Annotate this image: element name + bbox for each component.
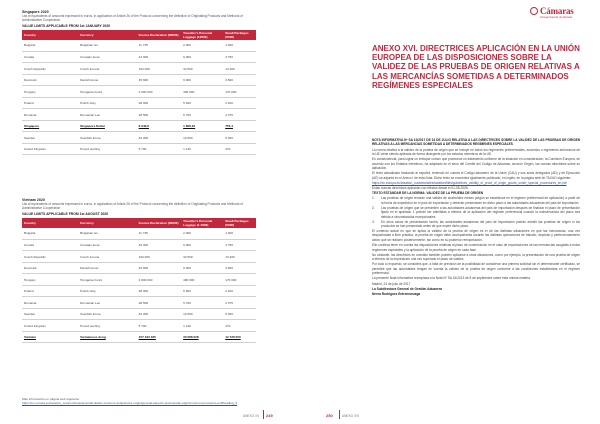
table-cell: 162 000 (137, 251, 181, 263)
table-cell: 754,4 (223, 120, 256, 132)
table-cell: 1 000 (223, 40, 256, 52)
table-cell: United Kingdom (22, 320, 78, 332)
table-cell: 45 000 (137, 239, 181, 251)
table-row (22, 120, 256, 132)
section-description: List of equivalents of amounts expressed in euros, in application of Article 26 of the Protocol concerning the definition of Originating Products and Methods of Administrative Cooperation (22, 202, 243, 211)
table-cell: Hungarian forint (78, 86, 137, 98)
table-cell: 9 000 (181, 51, 223, 63)
standard-text-title: TEXTO ESTÁNDAR DE LA NORMA: VALIDEZ DE LA PRUEBA DE ORIGEN (372, 191, 484, 196)
list-item (372, 206, 580, 219)
table-cell: Czech koruna (78, 63, 137, 75)
table-cell: 2 400 (223, 97, 256, 109)
table-cell: 5 300 (223, 132, 256, 144)
column-header: Country (22, 30, 78, 40)
table-row (22, 86, 256, 98)
table-row (22, 239, 256, 251)
table-header-row (22, 30, 256, 40)
table-cell: 1 000 (223, 228, 256, 240)
table-cell: Croatian kuna (78, 239, 137, 251)
table-cell: 1 808,16 (181, 120, 223, 132)
table-cell: Pound sterling (78, 320, 137, 332)
table-cell: Romania (22, 109, 78, 121)
vietnam-value-table (22, 218, 256, 344)
signature-name: Nerea Rodríguez Entremonzaga (372, 291, 421, 296)
column-header: Small Packages (500€) (223, 218, 256, 228)
item-number: 2. (372, 205, 375, 210)
item-text: Las pruebas de origen que se presenten a las autoridades aduaneras del país de importación después de finalizar el plazo de presentación fijado en el apartado 1 podrán ser admitidas a efectos de la aplicación del régimen preferencial cuando la inobservancia del plazo sea debida a circunstancias excepcionales. (381, 205, 580, 219)
table-row (22, 40, 256, 52)
table-row (22, 285, 256, 297)
table-cell: Swedish krona (78, 308, 137, 320)
table-cell: 45 600 (137, 74, 181, 86)
table-cell: 470 (223, 143, 256, 155)
table-cell: 30 588 628 (181, 331, 223, 343)
taxud-link[interactable]: https://ec.europa.eu/taxation_customs/sites/taxation/files/guidelines_validity_of_proof_of_origin_goods_under_special_procedures_en.pdf (372, 180, 567, 185)
table-cell: 11 735 (137, 40, 181, 52)
table-cell: 170 000 (223, 274, 256, 286)
table-cell: Bulgaria (22, 40, 78, 52)
table-cell: 1 140 (181, 320, 223, 332)
column-header: Country (22, 218, 78, 228)
table-cell: Hungarian forint (78, 274, 137, 286)
paragraph: El contexto actual en que se aplica la validez de la prueba de origen es el de las distintas situaciones en que las mercancías, una vez despachadas a libre práctica, la prueba de origen debe acompañarlas durante las distintas operaciones de tránsito, depósito y perfeccionamiento activo que se realicen posteriormente, así como en su posterior reexportación. (372, 229, 580, 242)
table-header-row (22, 218, 256, 228)
table-cell: 5 700 (181, 297, 223, 309)
table-row (22, 228, 256, 240)
table-row (22, 143, 256, 155)
paragraph: La presente Nota Informativa reemplaza a la Nota Nº SA 16/2013 de 8 de septiembre sobre esta misma materia. (372, 276, 531, 281)
table-cell: Poland (22, 97, 78, 109)
intro-heading: NOTA INFORMATIVA Nº SA 10/2017 DE 24 DE JULIO RELATIVA A LAS DIRECTRICES SOBRE LA VALIDEZ DE LAS PRUEBAS DE ORIGEN RELATIVAS A LAS MERCANCÍAS SOMETIDAS A DETERMINADOS REGÍMENES ESPECIALES (372, 138, 580, 147)
table-cell: 64 000 (137, 308, 181, 320)
table-cell: 12 728 000 (223, 331, 256, 343)
table-cell: Czech Republic (22, 63, 78, 75)
table-cell: Pound sterling (78, 143, 137, 155)
table-cell: Romanian Leu (78, 109, 137, 121)
table-cell: 28 000 (137, 97, 181, 109)
annex-title: ANEXO XVI. DIRECTRICES APLICACIÓN EN LA UNIÓN EUROPEA DE LAS DISPOSICIONES SOBRE LA VALIDEZ DE LAS PRUEBAS DE ORIGEN RELATIVAS A LAS MERCANCÍAS SOMETIDAS A DETERMINADOS REGÍMENES ESPECIALES (372, 44, 580, 90)
footnote-link[interactable]: https://ec.europa.eu/taxation_customs/business/calculation-customs-duties/rules-origin/general-aspects-preferential-origin/common-provisions-en#heading_9 (22, 401, 238, 406)
table-cell: Singapore (22, 120, 78, 132)
footnote-label: Más información en página web siguiente: (22, 397, 80, 401)
table-cell: 2 000 (181, 228, 223, 240)
item-number: 1. (372, 196, 375, 201)
table-cell: Hungary (22, 86, 78, 98)
table-cell: 3 800 (223, 74, 256, 86)
paragraph: La norma relativa a la validez de la prueba de origen que se incluye en todos los regímenes preferenciales, acuerdos o regímenes autónomos de la UE viene siendo aplicada de forma divergente por los estados miembros de la UE. (372, 147, 580, 157)
table-cell: Sweden (22, 308, 78, 320)
column-header: Invoice Declaration (6000€) (137, 30, 181, 40)
vietnam-section (22, 198, 256, 343)
paragraph: Por todo lo expuesto, se considera que, a falta de previsión de la posibilidad de considerar una primera solicitud sin el determinante certificado, se permitirá que las autoridades tengan en cuenta la validez de la prueba de origen conforme a las condiciones establecidas en el régimen preferencial. (372, 262, 580, 276)
table-cell: 3 750 (223, 239, 256, 251)
right-page-number: 250 (326, 413, 333, 418)
table-row (22, 308, 256, 320)
table-cell: United Kingdom (22, 143, 78, 155)
table-cell: 32 500 (181, 63, 223, 75)
table-cell: 28 500 (137, 297, 181, 309)
table-cell: Danish krone (78, 262, 137, 274)
table-cell: 2 000 000 (137, 86, 181, 98)
table-cell: 2 000 000 (137, 274, 181, 286)
table-cell: 32 500 (181, 251, 223, 263)
table-row (22, 109, 256, 121)
logo-mark-icon (530, 7, 538, 15)
table-row (22, 320, 256, 332)
paragraph: Ello conlleva tener en cuenta las disposiciones relativas al plazo de conservación en el caso de exportaciones de las mercancías acogidas a estos regímenes especiales y la aplicación de la prueba de origen en cada fase. (372, 243, 580, 252)
left-footer-divider (263, 410, 264, 419)
item-text: En otros casos de presentación tardía, las autoridades aduaneras del país de importación podrán admitir las pruebas de origen si los productos se han presentado antes de que expire dicho plazo. (381, 219, 580, 229)
left-footer-label: ANEXO XV (243, 414, 260, 418)
table-cell: Denmark (22, 262, 78, 274)
table-cell: 9 000 (181, 262, 223, 274)
table-cell: 13 400 (223, 63, 256, 75)
column-header: Invoice Declaration (6000€) (137, 218, 181, 228)
table-row (22, 331, 256, 343)
table-cell: 162 000 (137, 63, 181, 75)
table-cell: 64 000 (137, 132, 181, 144)
table-cell: Polish zloty (78, 97, 137, 109)
paragraph: Estas nuevas directrices aplicarán con efectos desde el 01-08-2006. (372, 186, 469, 191)
table-cell: 28 500 (137, 109, 181, 121)
table-cell: 3 800 (223, 262, 256, 274)
table-cell: 9 000 (181, 239, 223, 251)
table-row (22, 97, 256, 109)
table-cell: Poland (22, 285, 78, 297)
table-cell: Romania (22, 297, 78, 309)
table-cell: Bulgaria (22, 228, 78, 240)
right-footer-label: ANEXO XVI (342, 414, 360, 418)
logo-text: Cámaras (540, 6, 574, 16)
left-page-number: 249 (266, 413, 273, 418)
table-cell: 2 000 (181, 40, 223, 52)
camaras-logo (530, 6, 578, 20)
table-cell: 157 193 185 (137, 331, 181, 343)
table-cell: Vietnamese dong (78, 331, 137, 343)
table-cell: Romanian Leu (78, 297, 137, 309)
annex-body (372, 138, 580, 297)
table-cell: 11 735 (137, 228, 181, 240)
table-cell: 8 949,8 (137, 120, 181, 132)
signature-title: La Subdirectora General de Gestión Aduanera (372, 286, 442, 291)
right-footer-divider (339, 410, 340, 419)
paragraph: No obstante, las directrices en cuestión también pueden aplicarse a otras situaciones, como por ejemplo, la presentación de una prueba de origen a efectos de la importación una vez superado el plazo de validez. (372, 252, 580, 262)
table-cell: 470 (223, 320, 256, 332)
table-cell: 2 400 (223, 285, 256, 297)
table-cell: 1 140 (181, 143, 223, 155)
table-cell: Croatia (22, 239, 78, 251)
item-number: 3. (372, 219, 375, 224)
table-cell: 5 700 (137, 320, 181, 332)
table-row (22, 274, 256, 286)
item-text: Las pruebas de origen tendrán una validez de cuatro/diez meses (según se establezca en el régimen preferencial de aplicación) a partir de la fecha de expedición en el país de exportación y deberán presentarse en dicho plazo a las autoridades aduaneras del país de importación. (381, 196, 580, 205)
table-cell: 5 400 (181, 97, 223, 109)
table-row (22, 51, 256, 63)
column-header: Currency (78, 30, 137, 40)
table-cell: 44 000 (137, 51, 181, 63)
table-cell: 170 000 (223, 86, 256, 98)
table-cell: Sweden (22, 132, 78, 144)
list-item (372, 220, 580, 229)
table-cell: 5 700 (137, 143, 181, 155)
section-title: Singapore 2020 (22, 10, 49, 14)
table-row (22, 262, 256, 274)
column-header: Traveller's Personal Luggage (1 200€) (181, 218, 223, 228)
table-cell: Bulgarian lev (78, 40, 137, 52)
column-header: Small Packages (500€) (223, 30, 256, 40)
column-header: Currency (78, 218, 137, 228)
table-cell: 12 800 (181, 308, 223, 320)
table-row (22, 74, 256, 86)
paragraph: En consecuencia, para lograr un enfoque común que promueva un tratamiento uniforme de la situación en consideración, la Comisión Europea, de acuerdo con los Estados miembros, ha adoptado en el seno del Comité del Código de Aduanas, sección Origen, las nuevas directrices sobre su aplicación. (372, 157, 580, 171)
table-cell: 45 600 (137, 262, 181, 274)
table-cell: Danish krone (78, 74, 137, 86)
table-cell: Singapore Dollar (78, 120, 137, 132)
table-cell: Hungary (22, 274, 78, 286)
table-cell: 5 600 (181, 285, 223, 297)
table-cell: Croatian kuna (78, 51, 137, 63)
section-description: List of equivalents of amounts expressed in euros, in application of Article 26 of the Protocol concerning the definition of Originating Products and Methods of Administrative Cooperation (22, 14, 243, 23)
table-row (22, 297, 256, 309)
table-cell: Vietnam (22, 331, 78, 343)
singapore-value-table (22, 30, 256, 156)
table-cell: 9 000 (181, 74, 223, 86)
list-item (372, 196, 580, 205)
table-cell: Swedish krona (78, 132, 137, 144)
table-cell: 28 000 (137, 285, 181, 297)
table-row (22, 132, 256, 144)
table-row (22, 251, 256, 263)
table-cell: Croatia (22, 51, 78, 63)
footnote (22, 397, 256, 405)
section-subtitle: VALUE LIMITS APPLICABLE FROM 1st AUGUST 2020 (22, 211, 109, 216)
table-cell: Czech Republic (22, 251, 78, 263)
table-cell: Bulgarian lev (78, 228, 137, 240)
table-cell: 400 000 (181, 86, 223, 98)
signature-date: Madrid, 24 de julio de 2017 (372, 281, 411, 286)
table-cell: 5 700 (181, 109, 223, 121)
table-cell: 3 750 (223, 51, 256, 63)
table-cell: 12 800 (181, 132, 223, 144)
table-row (22, 63, 256, 75)
table-cell: 2 375 (223, 109, 256, 121)
singapore-section (22, 10, 256, 155)
paragraph: El texto actualizado traducido al español, teniendo en cuenta el Código aduanero de la Unión (CAU) y sus actos delegados (AD) y de Ejecución (AE) se adjunta en el Anexo I de esta Nota. Dicho texto se encuentra igualmente publicado, en inglés, en la página web de TAXUD siguiente: (372, 171, 580, 180)
table-cell: 13 400 (223, 251, 256, 263)
table-cell: 400 000 (181, 274, 223, 286)
table-cell: Polish zloty (78, 285, 137, 297)
table-cell: Czech koruna (78, 251, 137, 263)
section-title: Vietnam 2020 (22, 198, 45, 202)
table-cell: 5 300 (223, 308, 256, 320)
table-cell: 2 375 (223, 297, 256, 309)
column-header: Traveller's Personal Luggage (1200€) (181, 30, 223, 40)
logo-subtitle: Consejo Superior de Cámaras (540, 16, 573, 19)
section-subtitle: VALUE LIMITS APPLICABLE FROM 1st JANUARY 2020 (22, 23, 111, 28)
table-cell: Denmark (22, 74, 78, 86)
